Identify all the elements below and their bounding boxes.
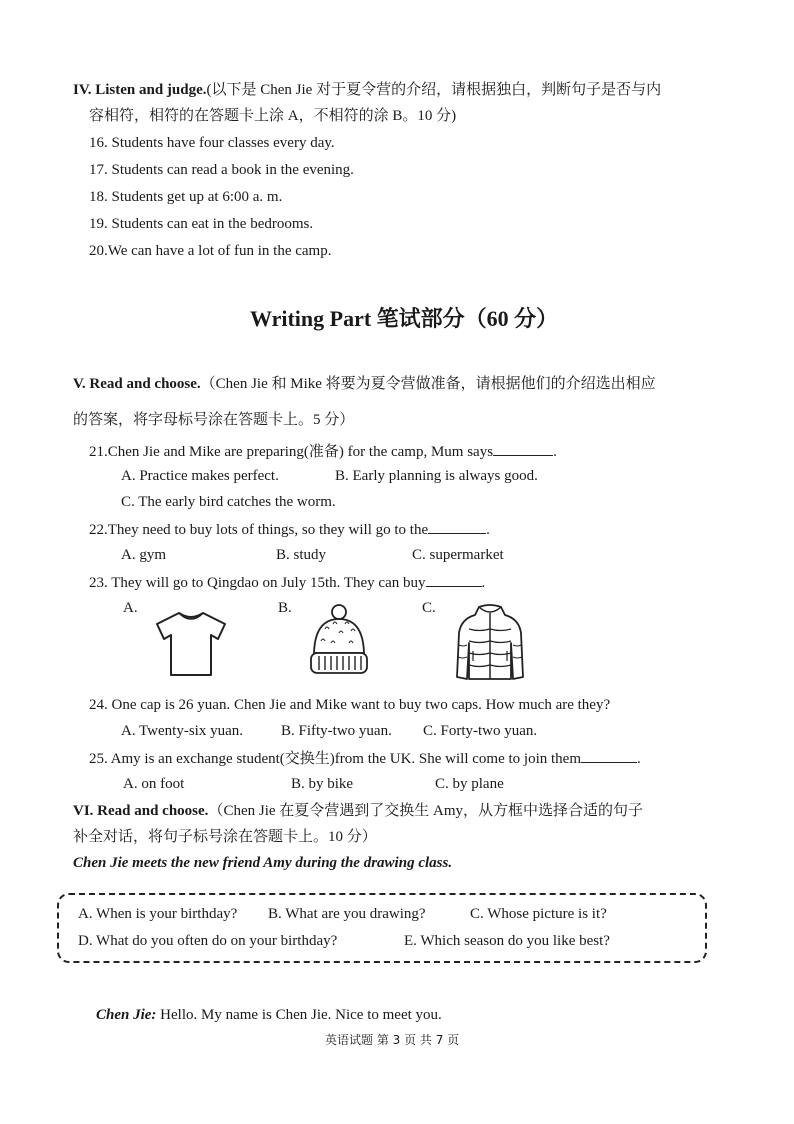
q24-option-a: A. Twenty-six yuan. xyxy=(121,723,243,739)
section6-title: VI. Read and choose. xyxy=(73,803,209,819)
question-23-stem xyxy=(89,572,485,593)
box-option-a: A. When is your birthday? xyxy=(78,906,238,922)
question-25-stem xyxy=(89,748,641,769)
question-21-end: . xyxy=(553,444,557,460)
section6-instruction-1: （Chen Jie 在夏令营遇到了交换生 Amy，从方框中选择合适的句子 xyxy=(208,803,644,819)
section5-instruction-2: 的答案，将字母标号涂在答题卡上。5 分） xyxy=(73,412,355,428)
down-jacket-picture xyxy=(455,603,525,683)
question-22-stem xyxy=(89,519,490,540)
question-23-end: . xyxy=(481,575,486,591)
q21-option-c: C. The early bird catches the worm. xyxy=(121,494,336,510)
section5-title: V. Read and choose. xyxy=(73,376,201,392)
section4-heading xyxy=(73,80,661,100)
q23-option-b: B. xyxy=(278,600,292,616)
q25-option-b: B. by bike xyxy=(291,776,354,792)
box-option-d: D. What do you often do on your birthday? xyxy=(78,933,338,949)
section4-instruction-1: (以下是 Chen Jie 对于夏令营的介绍，请根据独白，判断句子是否与内 xyxy=(206,82,662,98)
answer-blank xyxy=(581,748,637,763)
q21-option-b: B. Early planning is always good. xyxy=(335,468,538,484)
question-21-text: 21.Chen Jie and Mike are preparing(准备) for the camp, Mum says xyxy=(89,444,494,460)
page-footer: 英语试题 第 3 页 共 7 页 xyxy=(325,1033,460,1047)
section6-heading xyxy=(73,801,643,821)
question-17: 17. Students can read a book in the evening. xyxy=(89,162,354,178)
question-18: 18. Students get up at 6:00 a. m. xyxy=(89,189,283,205)
question-25-text: 25. Amy is an exchange student(交换生)from the UK. She will come to join them xyxy=(89,751,581,767)
answer-blank xyxy=(493,441,553,456)
section6-instruction-2: 补全对话，将句子标号涂在答题卡上。10 分） xyxy=(73,829,377,845)
dialogue-line-1 xyxy=(96,1005,442,1025)
question-23-text: 23. They will go to Qingdao on July 15th. They can buy xyxy=(89,575,426,591)
q23-option-c: C. xyxy=(422,600,436,616)
q24-option-b: B. Fifty-two yuan. xyxy=(281,723,392,739)
section6-subtitle: Chen Jie meets the new friend Amy during the drawing class. xyxy=(73,855,453,871)
knit-hat-picture xyxy=(307,603,371,679)
answer-blank xyxy=(426,572,482,587)
box-option-b: B. What are you drawing? xyxy=(268,906,426,922)
t-shirt-picture xyxy=(155,610,227,678)
q23-option-a: A. xyxy=(123,600,138,616)
question-21-stem xyxy=(89,441,557,462)
question-25-end: . xyxy=(637,751,641,767)
section4-title: IV. Listen and judge. xyxy=(73,82,207,98)
question-20: 20.We can have a lot of fun in the camp. xyxy=(89,243,332,259)
q21-option-a: A. Practice makes perfect. xyxy=(121,468,279,484)
question-24-stem: 24. One cap is 26 yuan. Chen Jie and Mike want to buy two caps. How much are they? xyxy=(89,697,611,713)
box-option-e: E. Which season do you like best? xyxy=(404,933,610,949)
q22-option-c: C. supermarket xyxy=(412,547,504,563)
question-16: 16. Students have four classes every day. xyxy=(89,135,335,151)
dialogue-speaker: Chen Jie: xyxy=(96,1007,157,1023)
q25-option-c: C. by plane xyxy=(435,776,504,792)
question-19: 19. Students can eat in the bedrooms. xyxy=(89,216,314,232)
question-22-end: . xyxy=(486,522,490,538)
section5-heading xyxy=(73,374,656,394)
q22-option-b: B. study xyxy=(276,547,327,563)
box-option-c: C. Whose picture is it? xyxy=(470,906,607,922)
section4-instruction-2: 容相符，相符的在答题卡上涂 A，不相符的涂 B。10 分) xyxy=(89,108,457,124)
answer-blank xyxy=(428,519,486,534)
writing-part-title: Writing Part 笔试部分（60 分） xyxy=(250,306,559,331)
section5-instruction-1: （Chen Jie 和 Mike 将要为夏令营做准备，请根据他们的介绍选出相应 xyxy=(200,376,656,392)
q24-option-c: C. Forty-two yuan. xyxy=(423,723,538,739)
q22-option-a: A. gym xyxy=(121,547,166,563)
q25-option-a: A. on foot xyxy=(123,776,185,792)
dialogue-text: Hello. My name is Chen Jie. Nice to meet you. xyxy=(156,1007,442,1023)
question-22-text: 22.They need to buy lots of things, so they will go to the xyxy=(89,522,429,538)
